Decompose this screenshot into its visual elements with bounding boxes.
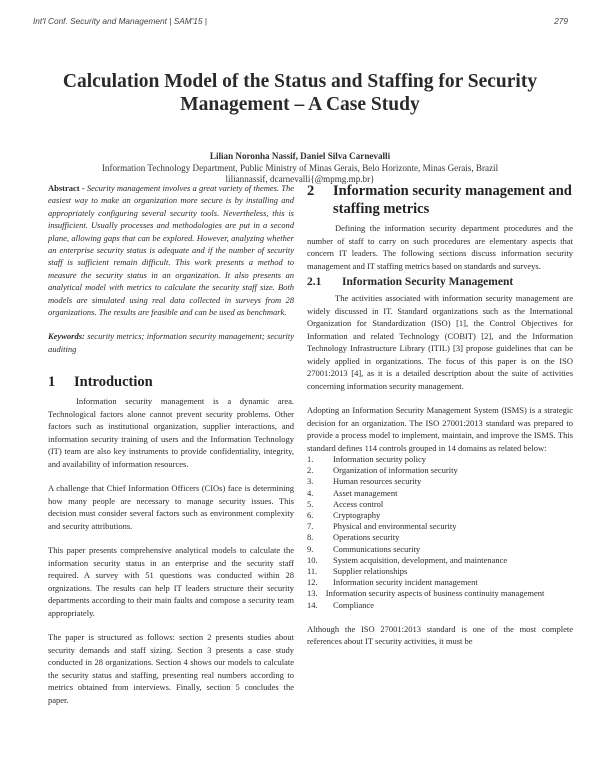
section-heading-introduction <box>48 373 294 391</box>
item-number: 7. <box>307 521 314 532</box>
item-label: Physical and environmental security <box>333 521 457 532</box>
section-heading-2 <box>307 182 573 218</box>
list-item <box>307 555 573 566</box>
left-column <box>48 182 294 706</box>
intro-paragraph-1: Information security management is a dynamic area. Technological factors alone cannot prevent security problems. Other factors such as institutional organization, supplier interactions, and information security training of users and the Information Technology (IT) team are also key instruments to provide confidentiality, integrity, and availability of information resources. <box>48 396 294 469</box>
item-number: 11. <box>307 566 318 577</box>
subsection-title: Information Security Management <box>342 276 514 288</box>
section-2-1-closing-paragraph: Although the ISO 27001:2013 standard is one of the most complete references about IT security activities, it must be <box>307 623 573 647</box>
item-number: 1. <box>307 454 314 464</box>
section-2-paragraph: Defining the information security department procedures and the number of staff to carry on such procedures are elementary aspects that concern IT leaders. The following sections discuss information security management and IT staffing metrics based on standards and surveys. <box>307 223 573 271</box>
intro-paragraph-4: The paper is structured as follows: section 2 presents studies about security demands and staff sizing. Section 3 presents a case study conducted in 28 organizations. Section 4 shows our models to calculate the security status and staffing, presenting real numbers according to metrics obtained from interviews. Finally, section 5 concludes the paper. <box>48 632 294 705</box>
item-label: Access control <box>333 498 384 509</box>
item-label: Supplier relationships <box>333 566 408 577</box>
item-number: 4. <box>307 487 314 498</box>
keywords <box>48 330 294 355</box>
list-item <box>307 476 573 487</box>
item-label: Communications security <box>333 543 421 554</box>
paper-title <box>40 70 560 116</box>
item-number: 9. <box>307 543 314 554</box>
item-number: 13. <box>307 588 318 599</box>
section-number: 1 <box>48 374 56 391</box>
item-number: 6. <box>307 510 314 521</box>
intro-paragraph-2: A challenge that Chief Information Officers (CIOs) face is determining how many people are necessary to manage security issues. This decision must consider several factors such as environment complexity and security attributions. <box>48 483 294 531</box>
item-label: Human resources security <box>333 476 422 487</box>
item-label: Compliance <box>333 599 375 610</box>
keywords-text: security metrics; information security management; security auditing <box>48 331 295 354</box>
item-label: Organization of information security <box>333 465 458 476</box>
list-item <box>307 566 573 577</box>
list-item <box>307 577 573 588</box>
abstract-text: Security management involves a great variety of themes. The easiest way to make an organization more secure is by installing and appropriately configuring several security tools. Nevertheless, this is insufficient. Usually processes and methodologies are put in a second plane, allowing gaps that can be explored. However, analyzing whether an enterprise security status is adequate and if the number of security staff is sufficient remain difficult. This work presents a method to measure the security status in an organization. It also presents an analytical model with metrics to calculate the security staff size. Both models are simulated using real data collected in surveys from 28 organizations. The results are feasible and can be used as benchmark. <box>48 183 295 318</box>
item-number: 5. <box>307 498 314 509</box>
list-item <box>307 499 573 510</box>
item-number: 10. <box>307 554 318 565</box>
item-label: Asset management <box>333 487 398 498</box>
section-number: 2 <box>307 183 315 199</box>
list-item <box>307 488 573 499</box>
item-number: 3. <box>307 476 314 487</box>
list-item <box>307 521 573 532</box>
running-header <box>33 16 568 28</box>
item-label: Operations security <box>333 532 400 543</box>
section-title: Introduction <box>74 374 153 391</box>
venue-label: Int'l Conf. Security and Management | SAM'15 | <box>33 16 207 26</box>
list-item <box>307 510 573 521</box>
iso-domain-list <box>307 454 573 611</box>
section-title: Information security management and staffing metrics <box>333 183 572 217</box>
item-label: Information security aspects of business continuity management <box>325 588 545 599</box>
section-2-1-paragraph-2: Adopting an Information Security Management System (ISMS) is a strategic decision for an organization. The ISO 27001:2013 standard was prepared to provide a process model to implement, maintain, and improve the ISMS. This standard defines 114 controls grouped in 14 domains as related below: <box>307 405 573 453</box>
author-emails: liliannassif, dcarnevalli{@mpmg.mp.br} <box>225 174 375 185</box>
list-item <box>307 544 573 555</box>
list-item <box>307 465 573 476</box>
abstract <box>48 182 294 318</box>
abstract-label: Abstract - <box>48 183 85 193</box>
item-label: Information security policy <box>333 454 427 464</box>
list-item <box>307 532 573 543</box>
author-block <box>40 151 560 186</box>
list-item <box>307 600 573 611</box>
subsection-heading-2-1 <box>307 275 573 290</box>
page-number: 279 <box>554 16 568 26</box>
item-number: 2. <box>307 465 314 476</box>
affiliation: Information Technology Department, Public Ministry of Minas Gerais, Belo Horizonte, Minas Gerais, Brazil <box>101 162 499 173</box>
subsection-number: 2.1 <box>307 276 322 288</box>
item-label: Cryptography <box>333 510 381 521</box>
list-item <box>307 454 573 465</box>
section-2-1-paragraph-1: The activities associated with information security management are widely discussed in IT. Standard organizations such as the International Organization for Standardization (ISO) [1], the Control Objectives for Information and related Technology (COBIT) [2], and the Information Technology Infrastructure Library (ITIL) [3] propose guidelines that can be widely applied in organizations. The focus of this paper is on the ISO 27001:2013 [4], as it is a detailed description about the suite of activities concerning information security management. <box>307 293 573 391</box>
keywords-label: Keywords: <box>48 331 85 342</box>
title-line-2: Management – A Case Study <box>180 94 420 115</box>
item-label: System acquisition, development, and maintenance <box>333 554 508 565</box>
item-number: 8. <box>307 532 314 543</box>
item-number: 12. <box>307 577 318 588</box>
item-number: 14. <box>307 599 318 610</box>
list-item <box>307 588 573 599</box>
intro-paragraph-3: This paper presents comprehensive analytical models to calculate the information security status in an enterprise and the security staff required. A survey with 51 questions was conducted within 28 orgnizations. The results can help IT leaders structure their security departments according to their main faults and compose a security team appropriately. <box>48 545 294 618</box>
item-label: Information security incident management <box>333 577 478 588</box>
right-column <box>307 182 573 648</box>
author-names: Lilian Noronha Nassif, Daniel Silva Carnevalli <box>209 151 391 161</box>
title-line-1: Calculation Model of the Status and Staffing for Security <box>62 71 538 92</box>
